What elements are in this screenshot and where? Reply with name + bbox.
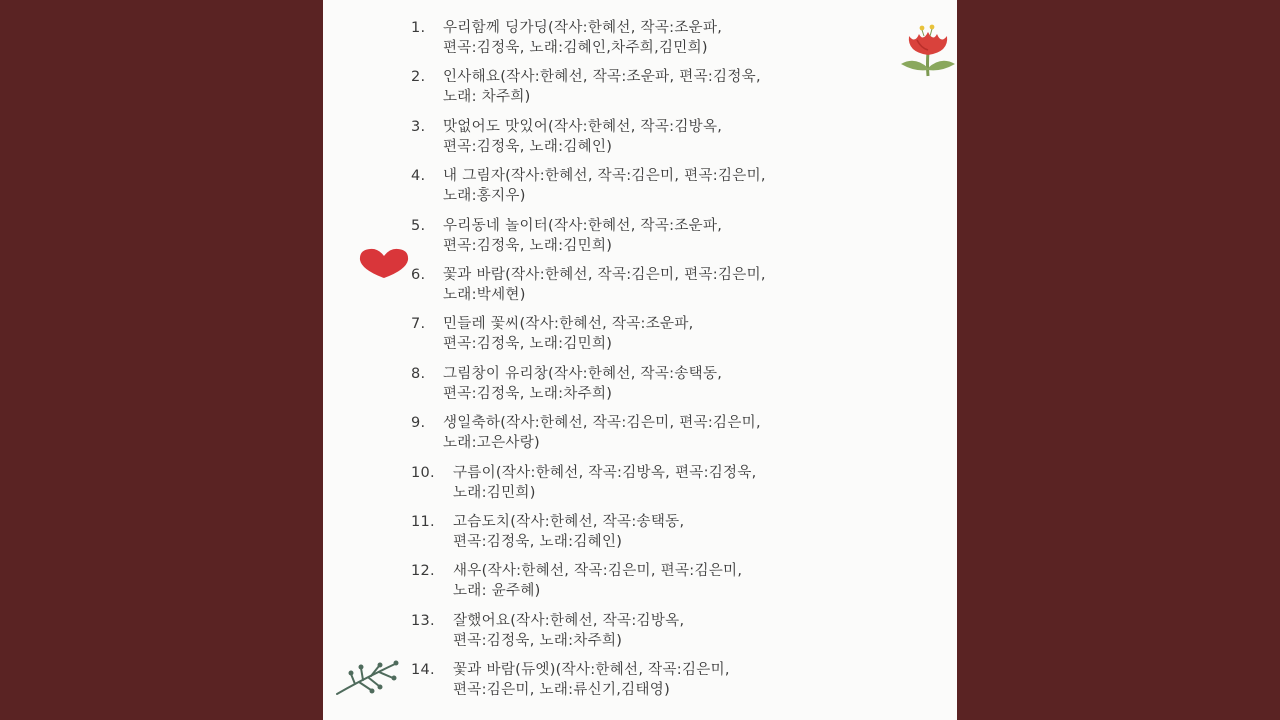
- track-credit-line: 편곡:김정욱, 노래:김혜인): [443, 138, 613, 155]
- track-number: 4.: [411, 168, 426, 185]
- track-credits: [453, 660, 730, 700]
- track-item: [411, 413, 766, 462]
- track-credits: [453, 561, 742, 601]
- track-title-line: 꽃과 바람(듀엣)(작사:한혜선, 작곡:김은미,: [453, 662, 730, 679]
- track-title-line: 새우(작사:한혜선, 작곡:김은미, 편곡:김은미,: [453, 563, 743, 580]
- track-item: [411, 463, 766, 512]
- track-number: 5.: [411, 217, 426, 234]
- track-item: [411, 314, 766, 363]
- track-item: [411, 117, 766, 166]
- track-credits: [443, 18, 722, 58]
- track-credits: [453, 463, 757, 503]
- track-item: [411, 364, 766, 413]
- track-credits: [443, 314, 694, 354]
- track-credits: [453, 512, 684, 552]
- track-title-line: 내 그림자(작사:한혜선, 작곡:김은미, 편곡:김은미,: [443, 168, 766, 185]
- track-title-line: 구름이(작사:한혜선, 작곡:김방옥, 편곡:김정욱,: [453, 464, 757, 481]
- sprig-icon: [335, 656, 405, 698]
- track-number: 3.: [411, 118, 426, 135]
- track-credits: [443, 216, 722, 256]
- track-credit-line: 편곡:김정욱, 노래:차주희): [443, 385, 613, 402]
- track-item: [411, 265, 766, 314]
- heart-icon: [358, 246, 410, 280]
- track-number: 8.: [411, 365, 426, 382]
- track-number: 10.: [411, 464, 435, 481]
- tulip-icon: [897, 22, 957, 82]
- track-number: 12.: [411, 563, 435, 580]
- track-credits: [443, 364, 722, 404]
- track-item: [411, 67, 766, 116]
- track-item: [411, 512, 766, 561]
- track-credit-line: 노래:고은사랑): [443, 435, 540, 452]
- track-number: 14.: [411, 662, 435, 679]
- track-number: 9.: [411, 415, 426, 432]
- track-number: 6.: [411, 266, 426, 283]
- track-credit-line: 편곡:김정욱, 노래:김혜인,차주희,김민희): [443, 40, 708, 56]
- track-title-line: 민들레 꽃씨(작사:한혜선, 작곡:조운파,: [443, 316, 694, 333]
- track-credit-line: 노래:김민희): [453, 484, 536, 501]
- track-item: [411, 561, 766, 610]
- track-item: [411, 611, 766, 660]
- track-number: 11.: [411, 513, 435, 530]
- track-item: [411, 216, 766, 265]
- track-credit-line: 노래: 윤주혜): [453, 583, 541, 600]
- track-number: 2.: [411, 69, 426, 86]
- track-credits: [453, 611, 684, 651]
- track-title-line: 꽃과 바람(작사:한혜선, 작곡:김은미, 편곡:김은미,: [443, 266, 766, 283]
- track-title-line: 잘했어요(작사:한혜선, 작곡:김방옥,: [453, 612, 685, 629]
- track-credits: [443, 117, 722, 157]
- tracklist-sheet: [323, 0, 957, 720]
- track-credit-line: 편곡:김정욱, 노래:차주희): [453, 632, 623, 649]
- track-item: [411, 166, 766, 215]
- track-title-line: 생일축하(작사:한혜선, 작곡:김은미, 편곡:김은미,: [443, 415, 761, 432]
- track-item: [411, 18, 766, 67]
- track-title-line: 고슴도치(작사:한혜선, 작곡:송택동,: [453, 513, 685, 530]
- track-title-line: 맛없어도 맛있어(작사:한혜선, 작곡:김방옥,: [443, 118, 723, 135]
- track-credit-line: 편곡:김정욱, 노래:김민희): [443, 237, 613, 254]
- track-title-line: 인사해요(작사:한혜선, 작곡:조운파, 편곡:김정욱,: [443, 69, 761, 86]
- track-credit-line: 노래:홍지우): [443, 188, 526, 205]
- track-credit-line: 노래: 차주희): [443, 89, 531, 106]
- track-number: 13.: [411, 612, 435, 629]
- track-title-line: 그림창이 유리창(작사:한혜선, 작곡:송택동,: [443, 365, 723, 382]
- track-credit-line: 노래:박세현): [443, 286, 526, 303]
- track-item: [411, 660, 766, 709]
- track-credits: [443, 413, 761, 453]
- track-number: 7.: [411, 316, 426, 333]
- track-title-line: 우리함께 딩가딩(작사:한혜선, 작곡:조운파,: [443, 20, 723, 36]
- track-credits: [443, 265, 766, 305]
- track-credits: [443, 166, 766, 206]
- track-title-line: 우리동네 놀이터(작사:한혜선, 작곡:조운파,: [443, 217, 723, 234]
- track-credit-line: 편곡:김정욱, 노래:김민희): [443, 336, 613, 353]
- track-list: [411, 18, 766, 709]
- track-credit-line: 편곡:김은미, 노래:류신기,김태영): [453, 682, 671, 699]
- track-credits: [443, 67, 761, 107]
- track-number: 1.: [411, 20, 426, 36]
- track-credit-line: 편곡:김정욱, 노래:김혜인): [453, 533, 623, 550]
